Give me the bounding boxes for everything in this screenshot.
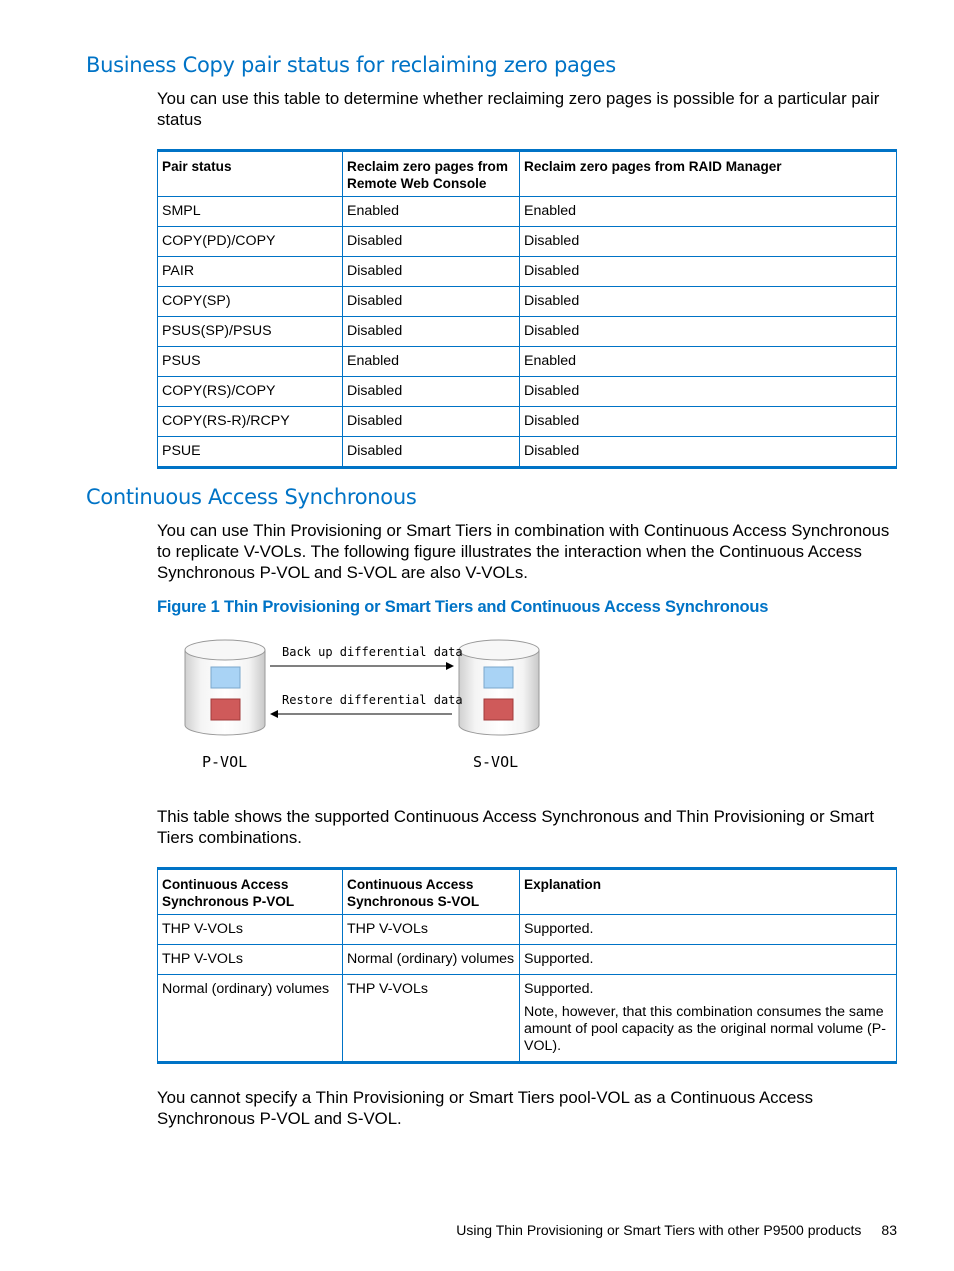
- table-cell: Enabled: [343, 347, 520, 377]
- table-header-cell: Continuous Access Synchronous S-VOL: [343, 869, 520, 915]
- svol-cylinder: [459, 640, 539, 735]
- page-footer: [456, 1222, 897, 1238]
- table-row: [158, 437, 897, 468]
- table-row: [158, 377, 897, 407]
- table-row: [158, 975, 897, 1063]
- table-cell: Disabled: [520, 257, 897, 287]
- table-cell: COPY(PD)/COPY: [158, 227, 343, 257]
- backup-label: Back up differential data: [282, 645, 463, 659]
- table-cell: PSUE: [158, 437, 343, 468]
- table-cell: THP V-VOLs: [343, 915, 520, 945]
- table-cell: Disabled: [520, 407, 897, 437]
- table-intro: This table shows the supported Continuous Access Synchronous and Thin Provisioning or Smart Tiers combinations.: [157, 807, 875, 847]
- table-row: [158, 407, 897, 437]
- footer-text: Using Thin Provisioning or Smart Tiers with other P9500 products: [456, 1222, 862, 1238]
- explanation-note: Note, however, that this combination consumes the same amount of pool capacity as the original normal volume (P-VOL).: [524, 1004, 886, 1054]
- table-header-row: [158, 151, 897, 197]
- pvol-label: P-VOL: [202, 753, 248, 771]
- table-row: [158, 257, 897, 287]
- table-header-row: [158, 869, 897, 915]
- pvol-light-block: [211, 667, 240, 688]
- table-cell: Supported.: [520, 945, 897, 975]
- table-cell: Disabled: [520, 227, 897, 257]
- backup-arrow: [270, 662, 454, 670]
- table-cell: Normal (ordinary) volumes: [158, 975, 343, 1063]
- table-cell: THP V-VOLs: [343, 975, 520, 1063]
- table-cell: Disabled: [343, 287, 520, 317]
- section1-intro: You can use this table to determine whether reclaiming zero pages is possible for a particular pair status: [157, 89, 880, 129]
- page-number: 83: [881, 1222, 897, 1238]
- table-header-cell: Reclaim zero pages from RAID Manager: [520, 151, 897, 197]
- table-cell: THP V-VOLs: [158, 915, 343, 945]
- table-cell: Supported.: [520, 915, 897, 945]
- table-cell: Enabled: [520, 197, 897, 227]
- section-title-continuous-access: Continuous Access Synchronous: [86, 485, 417, 509]
- table-cell: Disabled: [343, 257, 520, 287]
- figure-caption: Figure 1 Thin Provisioning or Smart Tiers and Continuous Access Synchronous: [157, 598, 769, 616]
- restore-label: Restore differential data: [282, 693, 463, 707]
- pvol-red-block: [211, 699, 240, 720]
- table-row: [158, 287, 897, 317]
- table-cell: COPY(SP): [158, 287, 343, 317]
- table-header-cell: Reclaim zero pages from Remote Web Console: [343, 151, 520, 197]
- pvol-cylinder: [185, 640, 265, 735]
- table-cell: PSUS(SP)/PSUS: [158, 317, 343, 347]
- svol-light-block: [484, 667, 513, 688]
- table-cell: SMPL: [158, 197, 343, 227]
- pair-status-table: [157, 149, 897, 469]
- restore-arrow: [270, 710, 452, 718]
- svol-label: S-VOL: [473, 753, 519, 771]
- table-cell: Disabled: [343, 227, 520, 257]
- table-cell: Disabled: [343, 437, 520, 468]
- table-cell: Disabled: [520, 377, 897, 407]
- closing-paragraph: You cannot specify a Thin Provisioning or Smart Tiers pool-VOL as a Continuous Access Synchronous P-VOL and S-VOL.: [157, 1088, 814, 1128]
- table-cell: COPY(RS)/COPY: [158, 377, 343, 407]
- table-cell: Disabled: [343, 317, 520, 347]
- table-cell: Disabled: [343, 377, 520, 407]
- table-cell: Disabled: [520, 437, 897, 468]
- table-cell: Enabled: [520, 347, 897, 377]
- table-cell: PAIR: [158, 257, 343, 287]
- section-title-business-copy: Business Copy pair status for reclaiming zero pages: [86, 53, 616, 77]
- explanation-text: Supported.: [524, 981, 594, 997]
- table-cell: Enabled: [343, 197, 520, 227]
- svol-red-block: [484, 699, 513, 720]
- table-row: [158, 197, 897, 227]
- section2-intro: You can use Thin Provisioning or Smart Tiers in combination with Continuous Access Synchronous to replicate V-VOLs. The following figure illustrates the interaction when the Continuous Access Synchronous P-VOL and S-VOL are also V-VOLs.: [157, 521, 890, 582]
- table-header-cell: Continuous Access Synchronous P-VOL: [158, 869, 343, 915]
- table-header-cell: Explanation: [520, 869, 897, 915]
- table-cell: [520, 975, 897, 1063]
- table-cell: Disabled: [520, 317, 897, 347]
- table-row: [158, 227, 897, 257]
- table-cell: COPY(RS-R)/RCPY: [158, 407, 343, 437]
- table-row: [158, 945, 897, 975]
- table-cell: PSUS: [158, 347, 343, 377]
- table-row: [158, 347, 897, 377]
- table-row: [158, 317, 897, 347]
- combination-table: [157, 867, 897, 1064]
- table-cell: THP V-VOLs: [158, 945, 343, 975]
- replication-diagram: [170, 630, 540, 780]
- table-row: [158, 915, 897, 945]
- table-cell: Normal (ordinary) volumes: [343, 945, 520, 975]
- table-cell: Disabled: [520, 287, 897, 317]
- table-cell: Disabled: [343, 407, 520, 437]
- table-header-cell: Pair status: [158, 151, 343, 197]
